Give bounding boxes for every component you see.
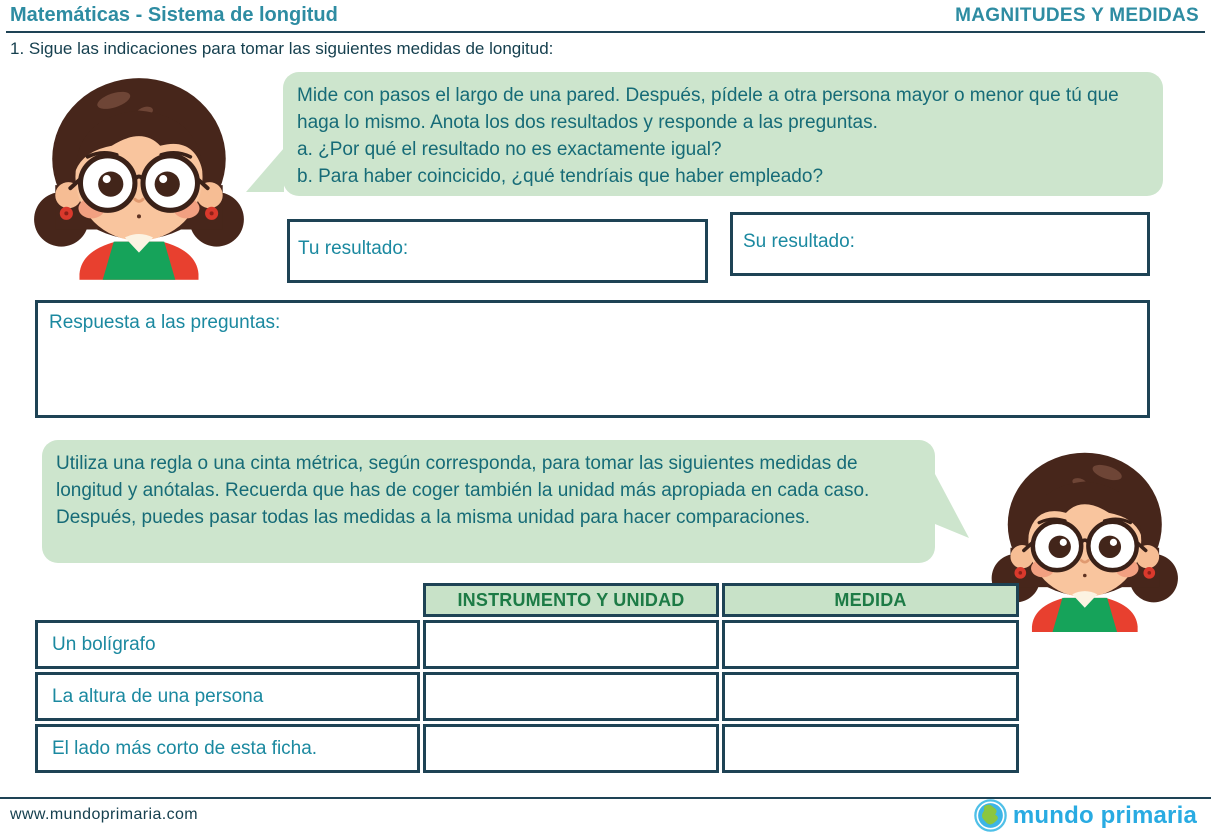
- table-input-cell[interactable]: [722, 724, 1019, 773]
- topic-title: MAGNITUDES Y MEDIDAS: [955, 5, 1199, 26]
- column-header-measure: MEDIDA: [722, 583, 1019, 617]
- speech-bubble-1: [283, 72, 1163, 196]
- speech-bubble-tail-icon: [935, 474, 969, 538]
- subject-title: Matemáticas - Sistema de longitud: [10, 4, 338, 26]
- bubble2-note-text: Después, puedes pasar todas las medidas a la misma unidad para hacer comparaciones.: [56, 507, 811, 528]
- website-url: www.mundoprimaria.com: [10, 806, 199, 823]
- bubble2-intro-text: Utiliza una regla o una cinta métrica, según corresponda, para tomar las siguientes medidas de longitud y anótalas. Recuerda que has de coger también la unidad más apropiada en cada caso.: [56, 453, 870, 501]
- measures-table: [35, 583, 1019, 773]
- speech-bubble-2: [42, 440, 935, 563]
- mundo-primaria-logo: [974, 799, 1197, 832]
- table-input-cell[interactable]: [423, 620, 719, 669]
- exercise-instruction: 1. Sigue las indicaciones para tomar las siguientes medidas de longitud:: [10, 39, 554, 58]
- row-label-person-height: La altura de una persona: [35, 672, 420, 721]
- girl-character-icon: [25, 66, 257, 280]
- table-input-cell[interactable]: [722, 620, 1019, 669]
- bubble1-question-a: a. ¿Por qué el resultado no es exactamente igual?: [297, 139, 722, 160]
- row-label-pen: Un bolígrafo: [35, 620, 420, 669]
- answers-box-label: Respuesta a las preguntas:: [49, 312, 281, 333]
- header-divider: [6, 31, 1205, 33]
- table-input-cell[interactable]: [423, 672, 719, 721]
- your-result-label: Tu resultado:: [298, 238, 409, 259]
- their-result-label: Su resultado:: [743, 231, 855, 252]
- logo-text: mundo primaria: [1012, 801, 1197, 829]
- table-input-cell[interactable]: [722, 672, 1019, 721]
- row-label-sheet-side: El lado más corto de esta ficha.: [35, 724, 420, 773]
- column-header-instrument: INSTRUMENTO Y UNIDAD: [423, 583, 719, 617]
- their-result-box[interactable]: [730, 212, 1150, 276]
- your-result-box[interactable]: [287, 219, 708, 283]
- table-spacer: [35, 583, 420, 617]
- bubble1-question-b: b. Para haber coincicido, ¿qué tendríais que haber empleado?: [297, 166, 824, 187]
- bubble1-intro-text: Mide con pasos el largo de una pared. Después, pídele a otra persona mayor o menor que tú que haga lo mismo. Anota los dos resultados y responde a las preguntas.: [297, 85, 1119, 133]
- globe-icon: [974, 799, 1007, 832]
- answers-box[interactable]: [35, 300, 1150, 418]
- table-input-cell[interactable]: [423, 724, 719, 773]
- speech-bubble-tail-icon: [246, 148, 284, 192]
